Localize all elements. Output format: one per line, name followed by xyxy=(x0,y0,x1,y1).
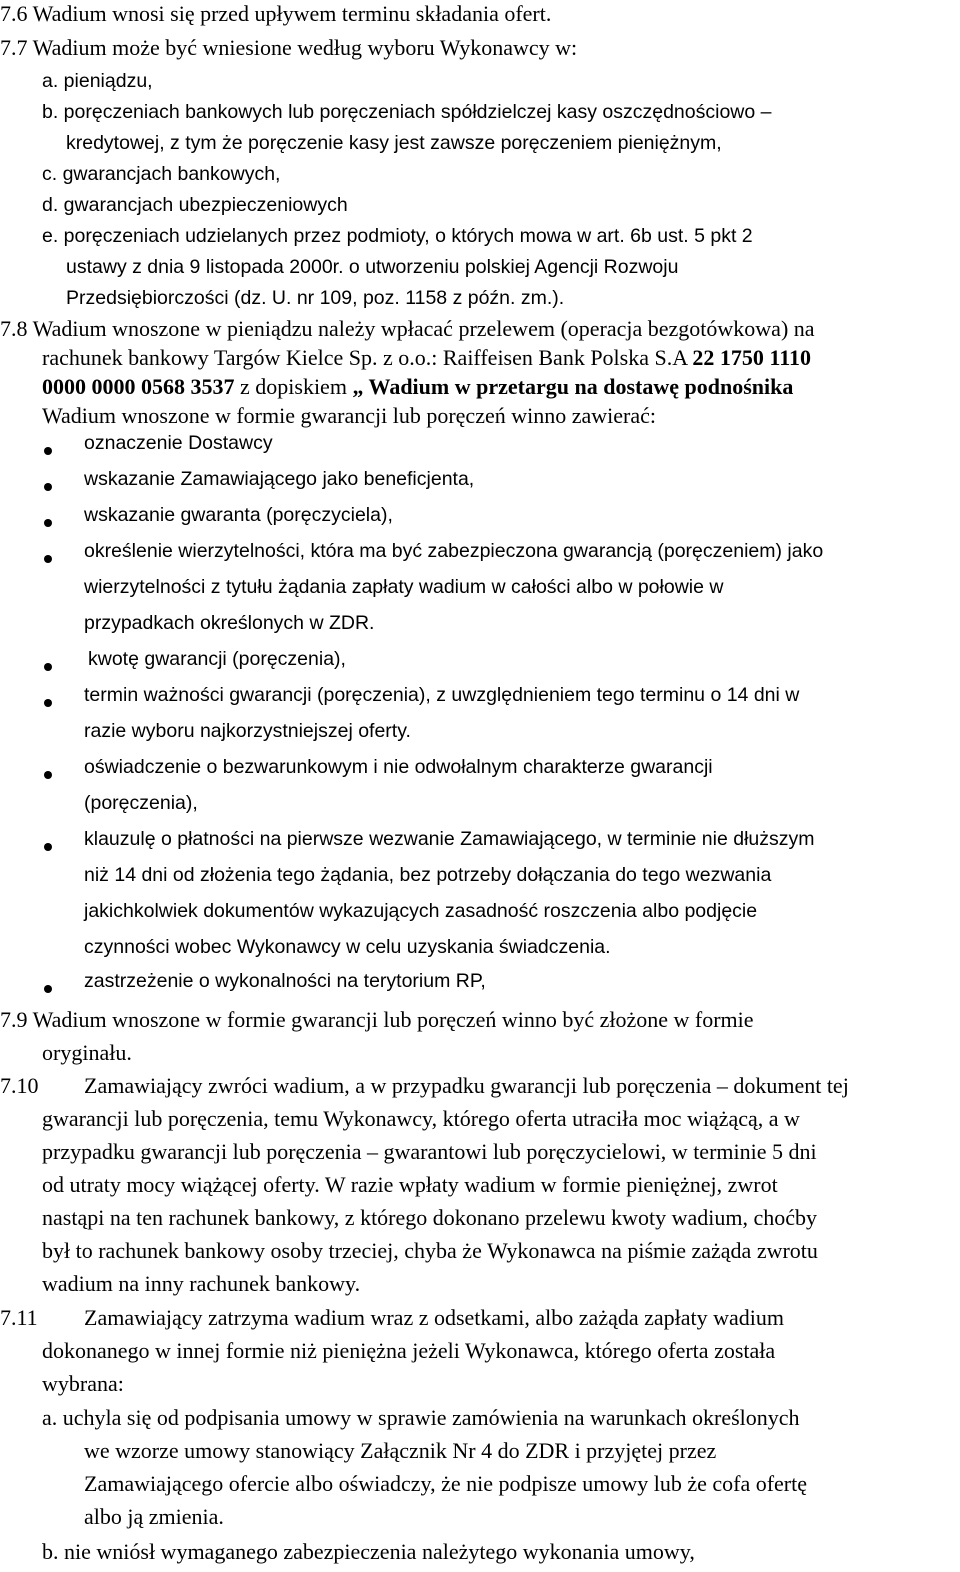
section-7-8: 7.8 Wadium wnoszone w pieniądzu należy wpłacać przelewem (operacja bezgotówkowa) na xyxy=(0,316,815,341)
section-7-11-cont: dokonanego w innej formie niż pieniężna jeżeli Wykonawca, którego oferta została xyxy=(42,1338,776,1363)
annotation-text: „ Wadium w przetargu na dostawę podnośnika xyxy=(352,374,794,399)
bullet-icon xyxy=(44,509,52,531)
list-item-c: c. gwarancjach bankowych, xyxy=(42,163,281,185)
section-7-7: 7.7 Wadium może być wniesione według wyboru Wykonawcy w: xyxy=(0,35,578,60)
bullet-icon xyxy=(44,437,52,459)
bullet-item: zastrzeżenie o wykonalności na terytorium RP, xyxy=(84,970,486,992)
section-7-11-item-a-cont: we wzorze umowy stanowiący Załącznik Nr 4 do ZDR i przyjętej przez xyxy=(84,1438,717,1463)
account-number: 22 1750 1110 xyxy=(692,345,811,370)
bullet-item: klauzulę o płatności na pierwsze wezwanie Zamawiającego, w terminie nie dłuższym xyxy=(84,828,815,850)
bullet-icon xyxy=(44,975,52,997)
bullet-icon xyxy=(44,833,52,855)
section-7-10-cont: od utraty mocy wiążącej oferty. W razie wpłaty wadium w formie pieniężnej, zwrot xyxy=(42,1172,778,1197)
section-7-10-cont: przypadku gwarancji lub poręczenia – gwarantowi lub poręczycielowi, w terminie 5 dni xyxy=(42,1139,817,1164)
bullet-icon xyxy=(44,761,52,783)
bullet-item: wskazanie Zamawiającego jako beneficjenta, xyxy=(84,468,475,490)
bullet-item-cont: razie wyboru najkorzystniejszej oferty. xyxy=(84,720,411,742)
bullet-item: termin ważności gwarancji (poręczenia), z uwzględnieniem tego terminu o 14 dni w xyxy=(84,684,800,706)
guarantee-intro: Wadium wnoszone w formie gwarancji lub poręczeń winno zawierać: xyxy=(42,403,656,428)
bullet-item-cont: niż 14 dni od złożenia tego żądania, bez potrzeby dołączania do tego wezwania xyxy=(84,864,772,886)
section-7-8-bank xyxy=(42,347,811,369)
annotation-label: z dopiskiem xyxy=(234,374,353,399)
bullet-item-cont: wierzytelności z tytułu żądania zapłaty wadium w całości albo w połowie w xyxy=(84,576,724,598)
bank-name: rachunek bankowy Targów Kielce Sp. z o.o.: Raiffeisen Bank Polska S.A xyxy=(42,345,693,370)
account-number-cont: 0000 0000 0568 3537 xyxy=(42,374,235,399)
bullet-item-cont: (poręczenia), xyxy=(84,792,198,814)
bullet-item: oświadczenie o bezwarunkowym i nie odwołalnym charakterze gwarancji xyxy=(84,756,713,778)
bullet-item: oznaczenie Dostawcy xyxy=(84,432,273,454)
bullet-icon xyxy=(44,545,52,567)
list-item-e-cont: ustawy z dnia 9 listopada 2000r. o utworzeniu polskiej Agencji Rozwoju xyxy=(66,256,679,278)
list-item-e-cont: Przedsiębiorczości (dz. U. nr 109, poz. 1158 z późn. zm.). xyxy=(66,287,565,309)
section-7-11: Zamawiający zatrzyma wadium wraz z odsetkami, albo zażąda zapłaty wadium xyxy=(84,1305,785,1330)
section-7-10-cont: nastąpi na ten rachunek bankowy, z którego dokonano przelewu kwoty wadium, choćby xyxy=(42,1205,818,1230)
section-7-11-item-a-cont: albo ją zmienia. xyxy=(84,1504,224,1529)
section-7-10: Zamawiający zwróci wadium, a w przypadku gwarancji lub poręczenia – dokument tej xyxy=(84,1073,849,1098)
bullet-item: kwotę gwarancji (poręczenia), xyxy=(88,648,346,670)
section-7-11-cont: wybrana: xyxy=(42,1371,124,1396)
bullet-item-cont: przypadkach określonych w ZDR. xyxy=(84,612,375,634)
section-7-9: 7.9 Wadium wnoszone w formie gwarancji lub poręczeń winno być złożone w formie xyxy=(0,1007,754,1032)
section-7-6: 7.6 Wadium wnosi się przed upływem terminu składania ofert. xyxy=(0,1,552,26)
section-7-11-item-a: a. uchyla się od podpisania umowy w sprawie zamówienia na warunkach określonych xyxy=(42,1405,800,1430)
section-7-8-account xyxy=(42,376,793,398)
bullet-item: wskazanie gwaranta (poręczyciela), xyxy=(84,504,393,526)
list-item-d: d. gwarancjach ubezpieczeniowych xyxy=(42,194,348,216)
bullet-icon xyxy=(44,473,52,495)
bullet-item: określenie wierzytelności, która ma być zabezpieczona gwarancją (poręczeniem) jako xyxy=(84,540,824,562)
list-item-a: a. pieniądzu, xyxy=(42,70,153,92)
list-item-b: b. poręczeniach bankowych lub poręczeniach spółdzielczej kasy oszczędnościowo – xyxy=(42,101,772,123)
section-7-11-item-b: b. nie wniósł wymaganego zabezpieczenia należytego wykonania umowy, xyxy=(42,1539,695,1564)
bullet-item-cont: czynności wobec Wykonawcy w celu uzyskania świadczenia. xyxy=(84,936,611,958)
section-7-11-item-a-cont: Zamawiającego ofercie albo oświadczy, że nie podpisze umowy lub że cofa ofertę xyxy=(84,1471,808,1496)
list-item-e: e. poręczeniach udzielanych przez podmioty, o których mowa w art. 6b ust. 5 pkt 2 xyxy=(42,225,753,247)
section-7-9-cont: oryginału. xyxy=(42,1040,132,1065)
bullet-icon xyxy=(44,653,52,675)
bullet-item-cont: jakichkolwiek dokumentów wykazujących zasadność roszczenia albo podjęcie xyxy=(84,900,758,922)
bullet-icon xyxy=(44,689,52,711)
section-7-11-number: 7.11 xyxy=(0,1305,38,1330)
list-item-b-cont: kredytowej, z tym że poręczenie kasy jest zawsze poręczeniem pieniężnym, xyxy=(66,132,722,154)
section-7-10-cont: wadium na inny rachunek bankowy. xyxy=(42,1271,361,1296)
section-7-10-cont: gwarancji lub poręczenia, temu Wykonawcy, którego oferta utraciła moc wiążącą, a w xyxy=(42,1106,800,1131)
section-7-10-number: 7.10 xyxy=(0,1073,39,1098)
section-7-10-cont: był to rachunek bankowy osoby trzeciej, chyba że Wykonawca na piśmie zażąda zwrotu xyxy=(42,1238,818,1263)
